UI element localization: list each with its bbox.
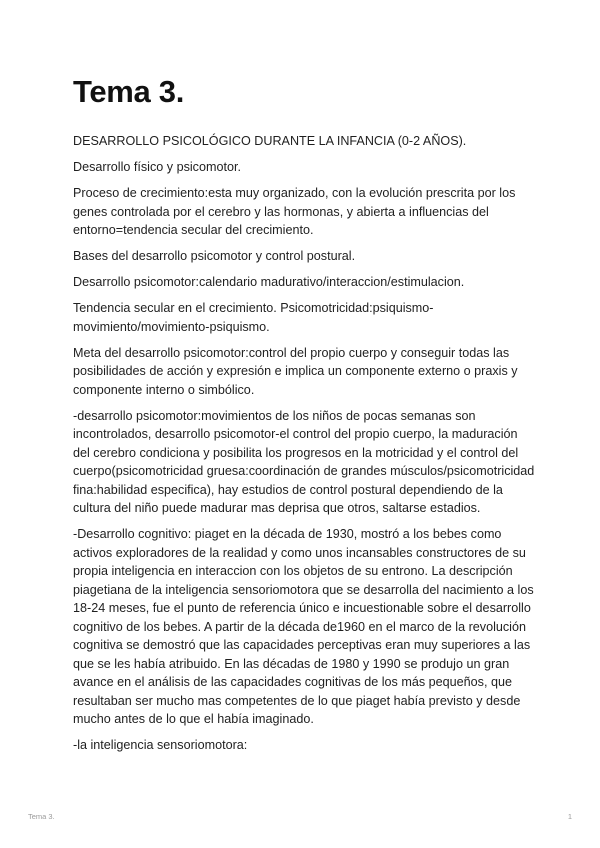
paragraph: -la inteligencia sensoriomotora:	[73, 738, 248, 752]
footer-page-number: 1	[567, 812, 572, 821]
paragraph: Bases del desarrollo psicomotor y control postural.	[73, 249, 356, 263]
document-body	[73, 132, 535, 762]
paragraph: -desarrollo psicomotor:movimientos de los niños de pocas semanas son incontrolados, desarrollo psicomotor-el control del propio cuerpo, la maduración del cerebro condiciona y posibilita los progresos en la motricidad y el control del cuerpo(psicomotricidad gruesa:coordinación de grandes músculos/psicomotricidad fina:habilidad especifica), hay estudios de control postural dependiendo de la cultura del niño puede madurar mas deprisa que otros, saltarse estadios.	[73, 408, 535, 515]
paragraph: Desarrollo físico y psicomotor.	[73, 160, 241, 174]
paragraph: -Desarrollo cognitivo: piaget en la década de 1930, mostró a los bebes como activos exploradores de la realidad y como unos incansables constructores de su propia inteligencia en interaccion con los objetos de su entrono. La descripción piagetiana de la inteligencia sensoriomotora que se desarrolla del nacimiento a los 18-24 meses, fue el punto de referencia único e incuestionable sobre el desarrollo cognitivo de los bebes. A partir de la década de1960 en el marco de la revolución cognitiva se demostró que las capacidades perceptivas eran muy superiores a las que se les había atribuido. En las décadas de 1980 y 1990 se produjo un gran avance en el análisis de las capacidades cognitivas de los más pequeños, que resultaban ser mucho mas competentes de lo que piaget había previsto y desde mucho antes de lo que el había imaginado.	[73, 527, 534, 726]
section-heading: DESARROLLO PSICOLÓGICO DURANTE LA INFANCIA (0-2 AÑOS).	[73, 134, 467, 148]
page-title: Tema 3.	[73, 74, 185, 109]
paragraph: Desarrollo psicomotor:calendario madurativo/interaccion/estimulacion.	[73, 275, 465, 289]
footer-document-title: Tema 3.	[28, 812, 55, 821]
paragraph: Proceso de crecimiento:esta muy organizado, con la evolución prescrita por los genes controlada por el cerebro y las hormonas, y abierta a influencias del entorno=tendencia secular del crecimiento.	[73, 186, 516, 237]
paragraph: Tendencia secular en el crecimiento. Psicomotricidad:psiquismo-movimiento/movimiento-psiquismo.	[73, 301, 434, 334]
paragraph: Meta del desarrollo psicomotor:control del propio cuerpo y conseguir todas las posibilidades de acción y expresión e implica un componente externo o praxis y componente interno o simbólico.	[73, 345, 518, 397]
